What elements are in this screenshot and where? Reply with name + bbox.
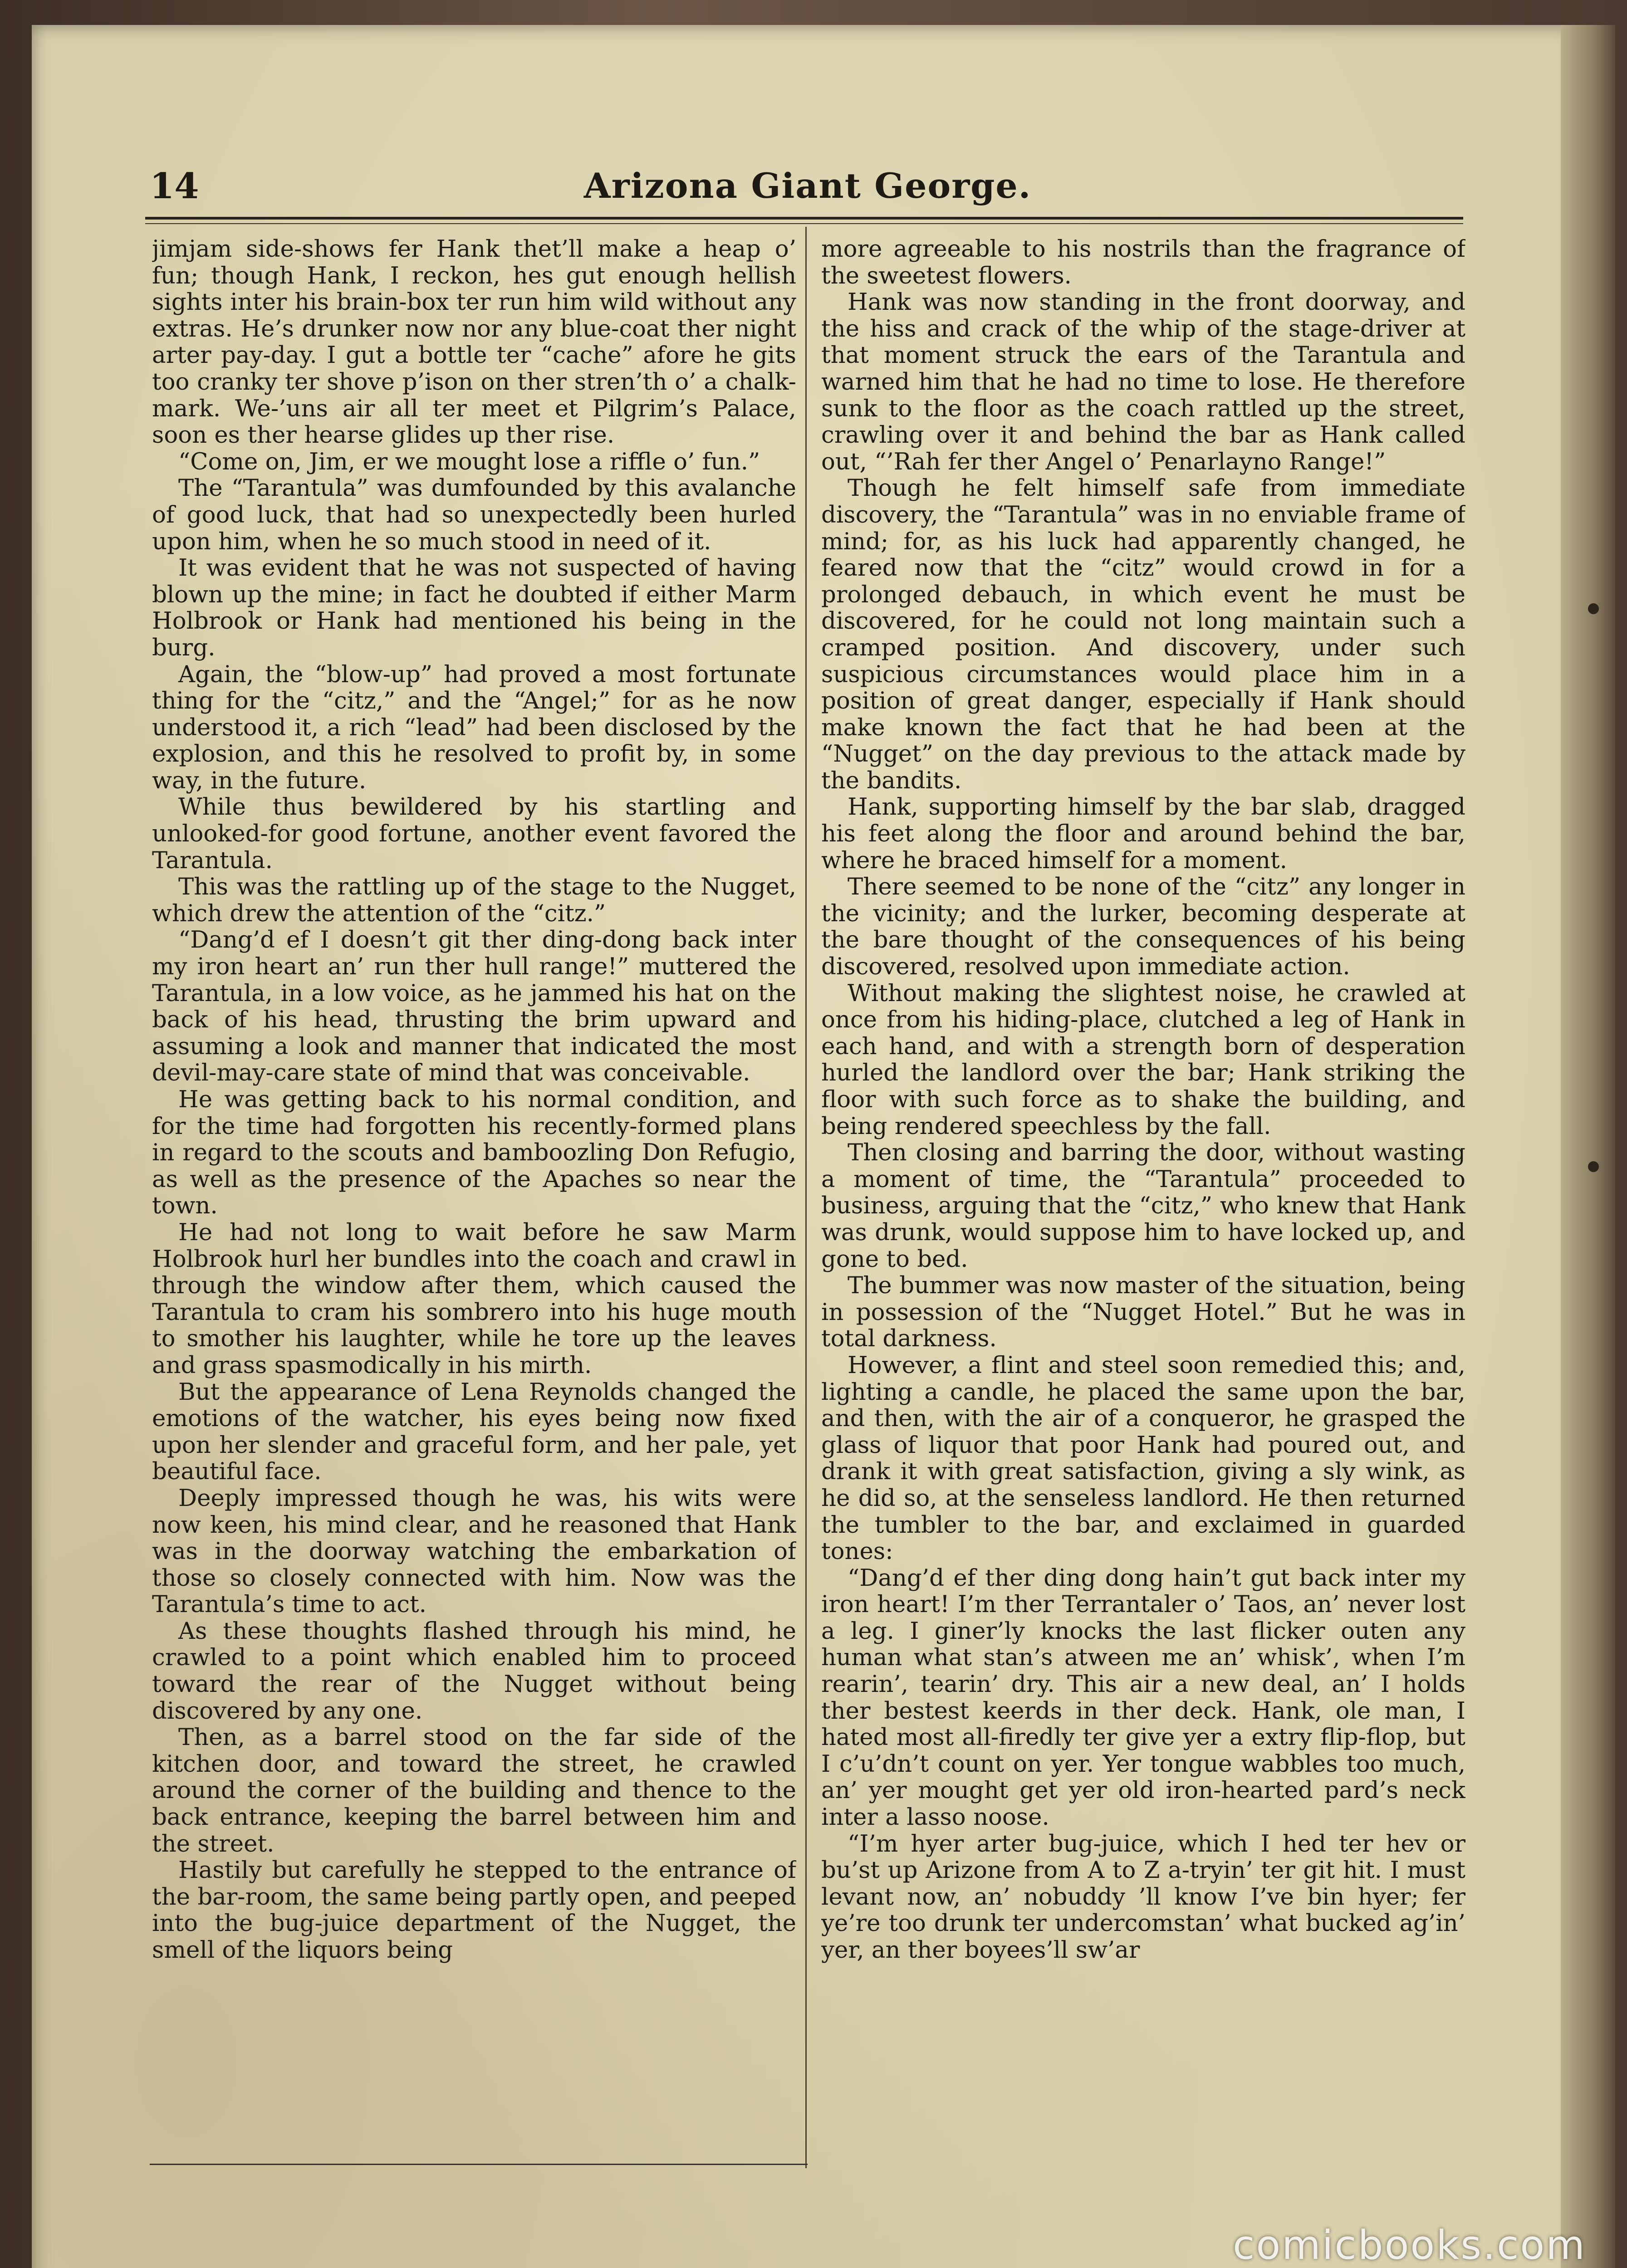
paragraph: Then closing and barring the door, without wasting a moment of time, the “Tarantula” proceeded to business, arguing that the “citz,” who knew that Hank was drunk, would suppose him to have locked up, and gone to bed. [821, 1139, 1465, 1273]
paragraph: There seemed to be none of the “citz” any longer in the vicinity; and the lurker, becoming desperate at the bare thought of the consequences of his being discovered, resolved upon immediate action. [821, 873, 1465, 981]
running-head [150, 166, 1465, 215]
right-column [821, 236, 1465, 2159]
margin-mark [1588, 1161, 1599, 1172]
paragraph: However, a flint and steel soon remedied this; and, lighting a candle, he placed the same upon the bar, and then, with the air of a conqueror, he grasped the glass of liquor that poor Hank had poured out, and drank it with great satisfaction, giving a sly wink, as he did so, at the senseless landlord. He then returned the tumbler to the bar, and exclaimed in guarded tones: [821, 1351, 1465, 1565]
paragraph: Deeply impressed though he was, his wits were now keen, his mind clear, and he reasoned that Hank was in the doorway watching the embarkation of those so closely connected with him. Now was the Tarantula’s time to act. [152, 1484, 796, 1618]
paragraph: “Dang’d ef ther ding dong hain’t gut back inter my iron heart! I’m ther Terrantaler o’ Taos, an’ never lost a leg. I giner’ly knocks the last flicker outen any human what stan’s atween me an’ whisk’, when I’m rearin’, tearin’ dry. This air a new deal, an’ I holds ther bestest keerds in ther deck. Hank, ole man, I hated most all-firedly ter give yer a extry flip-flop, but I c’u’dn’t count on yer. Yer tongue wabbles too much, an’ yer mought get yer old iron-hearted pard’s neck inter a lasso noose. [821, 1564, 1465, 1831]
paragraph: Hank, supporting himself by the bar slab, dragged his feet along the floor and around behind the bar, where he braced himself for a moment. [821, 793, 1465, 874]
margin-mark [1588, 603, 1599, 614]
paragraph: He was getting back to his normal condition, and for the time had forgotten his recently-formed plans in regard to the scouts and bamboozling Don Refugio, as well as the presence of the Apaches so near the town. [152, 1086, 796, 1220]
left-column [152, 236, 796, 2159]
paragraph: The bummer was now master of the situation, being in possession of the “Nugget Hotel.” But he was in total darkness. [821, 1272, 1465, 1353]
paragraph: But the appearance of Lena Reynolds changed the emotions of the watcher, his eyes being now fixed upon her slender and graceful form, and her pale, yet beautiful face. [152, 1378, 796, 1486]
paragraph: Hank was now standing in the front doorway, and the hiss and crack of the whip of the stage-driver at that moment struck the ears of the Tarantula and warned him that he had no time to lose. He therefore sunk to the floor as the coach rattled up the street, crawling over it and behind the bar as Hank called out, “’Rah fer ther Angel o’ Penarlayno Range!” [821, 288, 1465, 475]
page-edge [1561, 25, 1615, 2268]
header-rule [145, 217, 1463, 220]
paragraph: “Dang’d ef I doesn’t git ther ding-dong back inter my iron heart an’ run ther hull range!” muttered the Tarantula, in a low voice, as he jammed his hat on the back of his head, thrusting the brim upward and assuming a look and manner that indicated the most devil-may-care state of mind that was conceivable. [152, 926, 796, 1087]
paragraph: jimjam side-shows fer Hank thet’ll make a heap o’ fun; though Hank, I reckon, hes gut enough hellish sights inter his brain-box ter run him wild without any extras. He’s drunker now nor any blue-coat ther night arter pay-day. I gut a bottle ter “cache” afore he gits too cranky ter shove p’ison on ther stren’th o’ a chalk-mark. We-’uns air all ter meet et Pilgrim’s Palace, soon es ther hearse glides up ther rise. [152, 236, 796, 449]
paragraph: The “Tarantula” was dumfounded by this avalanche of good luck, that had so unexpectedly been hurled upon him, when he so much stood in need of it. [152, 474, 796, 555]
column-divider [805, 227, 807, 2168]
paragraph: He had not long to wait before he saw Marm Holbrook hurl her bundles into the coach and crawl in through the window after them, which caused the Tarantula to cram his sombrero into his huge mouth to smother his laughter, while he tore up the leaves and grass spasmodically in his mirth. [152, 1218, 796, 1379]
paragraph: This was the rattling up of the stage to the Nugget, which drew the attention of the “citz.” [152, 873, 796, 927]
page-number: 14 [150, 166, 199, 207]
header-rule-thin [145, 223, 1463, 224]
journal-title: Arizona Giant George. [583, 166, 1032, 206]
paragraph: Hastily but carefully he stepped to the entrance of the bar-room, the same being partly open, and peeped into the bug-juice department of the Nugget, the smell of the liquors being [152, 1857, 796, 1964]
watermark: comicbooks.com [1232, 2222, 1586, 2268]
paragraph: While thus bewildered by his startling and unlooked-for good fortune, another event favored the Tarantula. [152, 793, 796, 874]
paragraph: Again, the “blow-up” had proved a most fortunate thing for the “citz,” and the “Angel;” for as he now understood it, a rich “lead” had been disclosed by the explosion, and this he resolved to profit by, in some way, in the future. [152, 660, 796, 794]
paragraph: Without making the slightest noise, he crawled at once from his hiding-place, clutched a leg of Hank in each hand, and with a strength born of desperation hurled the landlord over the bar; Hank striking the floor with such force as to shake the building, and being rendered speechless by the fall. [821, 979, 1465, 1140]
paragraph: “I’m hyer arter bug-juice, which I hed ter hev or bu’st up Arizone from A to Z a-tryin’ ter git hit. I must levant now, an’ nobuddy ’ll know I’ve bin hyer; fer ye’re too drunk ter undercomstan’ what bucked ag’in’ yer, an ther boyees’ll sw’ar [821, 1830, 1465, 1964]
paragraph: As these thoughts flashed through his mind, he crawled to a point which enabled him to proceed toward the rear of the Nugget without being discovered by any one. [152, 1617, 796, 1725]
bottom-rule [150, 2164, 808, 2165]
paragraph: more agreeable to his nostrils than the fragrance of the sweetest flowers. [821, 236, 1465, 289]
paragraph: Though he felt himself safe from immediate discovery, the “Tarantula” was in no enviable frame of mind; for, as his luck had apparently changed, he feared now that the “citz” would crowd in for a prolonged debauch, in which event he must be discovered, for he could not long maintain such a cramped position. And discovery, under such suspicious circumstances would place him in a position of great danger, especially if Hank should make known the fact that he had been at the “Nugget” on the day previous to the attack made by the bandits. [821, 474, 1465, 794]
paragraph: “Come on, Jim, er we mought lose a riffle o’ fun.” [178, 448, 760, 475]
paragraph: Then, as a barrel stood on the far side of the kitchen door, and toward the street, he crawled around the corner of the building and thence to the back entrance, keeping the barrel between him and the street. [152, 1724, 796, 1857]
paragraph: It was evident that he was not suspected of having blown up the mine; in fact he doubted if either Marm Holbrook or Hank had mentioned his being in the burg. [152, 554, 796, 661]
